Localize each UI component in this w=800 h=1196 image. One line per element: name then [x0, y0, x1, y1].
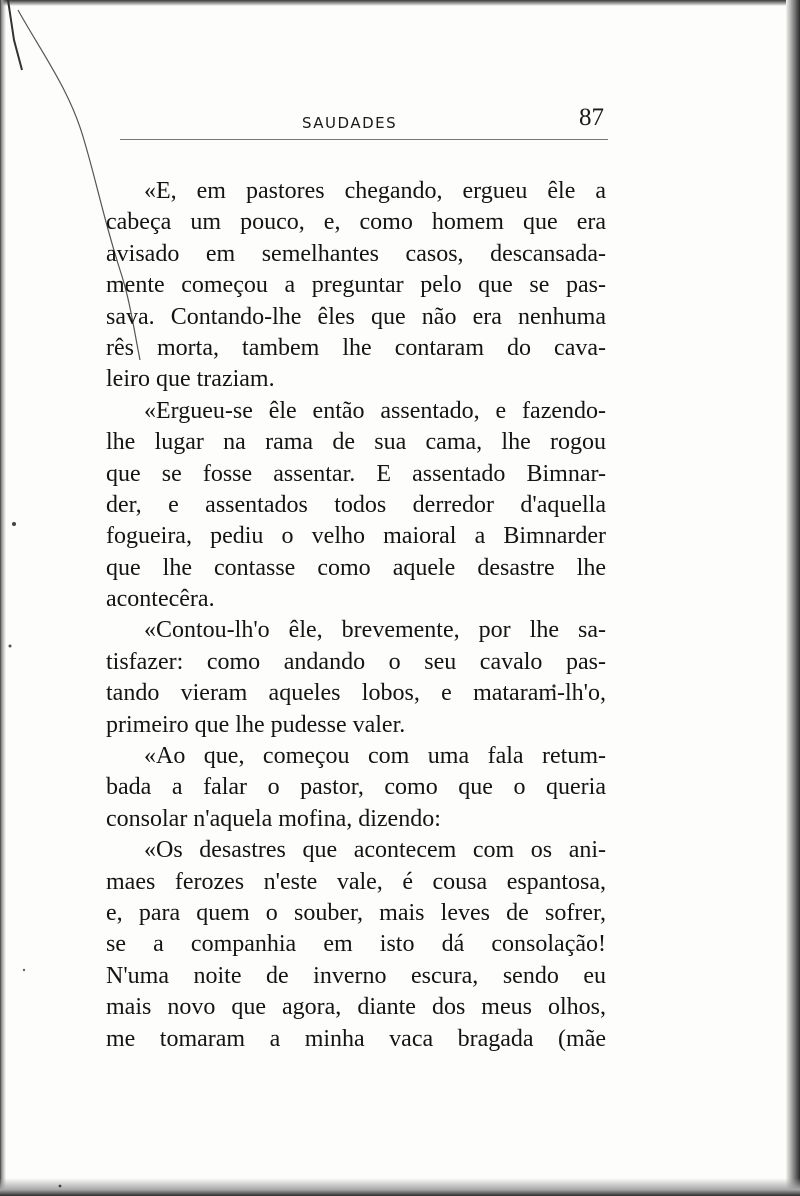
- speck: [9, 645, 12, 648]
- text-line: avisado em semelhantes casos, descansada-: [106, 240, 606, 267]
- text-line: acontecêra.: [106, 586, 215, 613]
- text-line: sava. Contando-lhe êles que não era nenhuma: [106, 303, 606, 330]
- header-rule: [120, 139, 608, 140]
- running-title: SAUDADES: [302, 114, 398, 132]
- text-line: «E, em pastores chegando, ergueu êle a: [144, 178, 606, 204]
- body-text: [106, 176, 606, 1055]
- text-line: leiro que traziam.: [106, 366, 275, 393]
- text-line: «Ergueu-se êle então assentado, e fazendo-: [144, 397, 606, 424]
- text-line: que se fosse assentar. E assentado Bimnar-: [106, 460, 606, 487]
- text-line: der, e assentados todos derredor d'aquella: [106, 491, 606, 518]
- text-line: tisfazer: como andando o seu cavalo pas-: [106, 648, 606, 675]
- text-line: «Os desastres que acontecem com os ani-: [144, 837, 606, 864]
- speck: [23, 969, 25, 971]
- text-line: fogueira, pediu o velho maioral a Bimnarder: [106, 523, 606, 550]
- text-line: me tomaram a minha vaca bragada (mãe: [106, 1025, 606, 1052]
- text-line: se a companhia em isto dá consolação!: [106, 931, 606, 958]
- text-line: cabeça um pouco, e, como homem que era: [106, 209, 606, 236]
- text-line: rês morta, tambem lhe contaram do cava-: [106, 334, 606, 361]
- text-line: primeiro que lhe pudesse valer.: [106, 711, 406, 738]
- text-line: mente começou a preguntar pelo que se pas-: [106, 272, 606, 299]
- text-line: mais novo que agora, diante dos meus olhos,: [106, 994, 606, 1021]
- text-line: tando vieram aqueles lobos, e mataram-lh'o,: [106, 680, 606, 707]
- page-header: [120, 104, 610, 140]
- text-line: que lhe contasse como aquele desastre lhe: [106, 554, 606, 581]
- text-line: «Ao que, começou com uma fala retum-: [144, 743, 606, 770]
- text-line: bada a falar o pastor, como que o queria: [106, 774, 606, 801]
- text-line: maes ferozes n'este vale, é cousa espantosa,: [106, 868, 606, 895]
- text-line: e, para quem o souber, mais leves de sofrer,: [106, 899, 606, 926]
- speck: [12, 522, 16, 526]
- text-line: «Contou-lh'o êle, brevemente, por lhe sa-: [144, 617, 606, 644]
- text-line: lhe lugar na rama de sua cama, lhe rogou: [106, 429, 606, 456]
- speck: [59, 1185, 62, 1188]
- text-line: consolar n'aquela mofina, dizendo:: [106, 805, 441, 832]
- page-number: 87: [579, 104, 604, 131]
- text-line: N'uma noite de inverno escura, sendo eu: [106, 962, 606, 989]
